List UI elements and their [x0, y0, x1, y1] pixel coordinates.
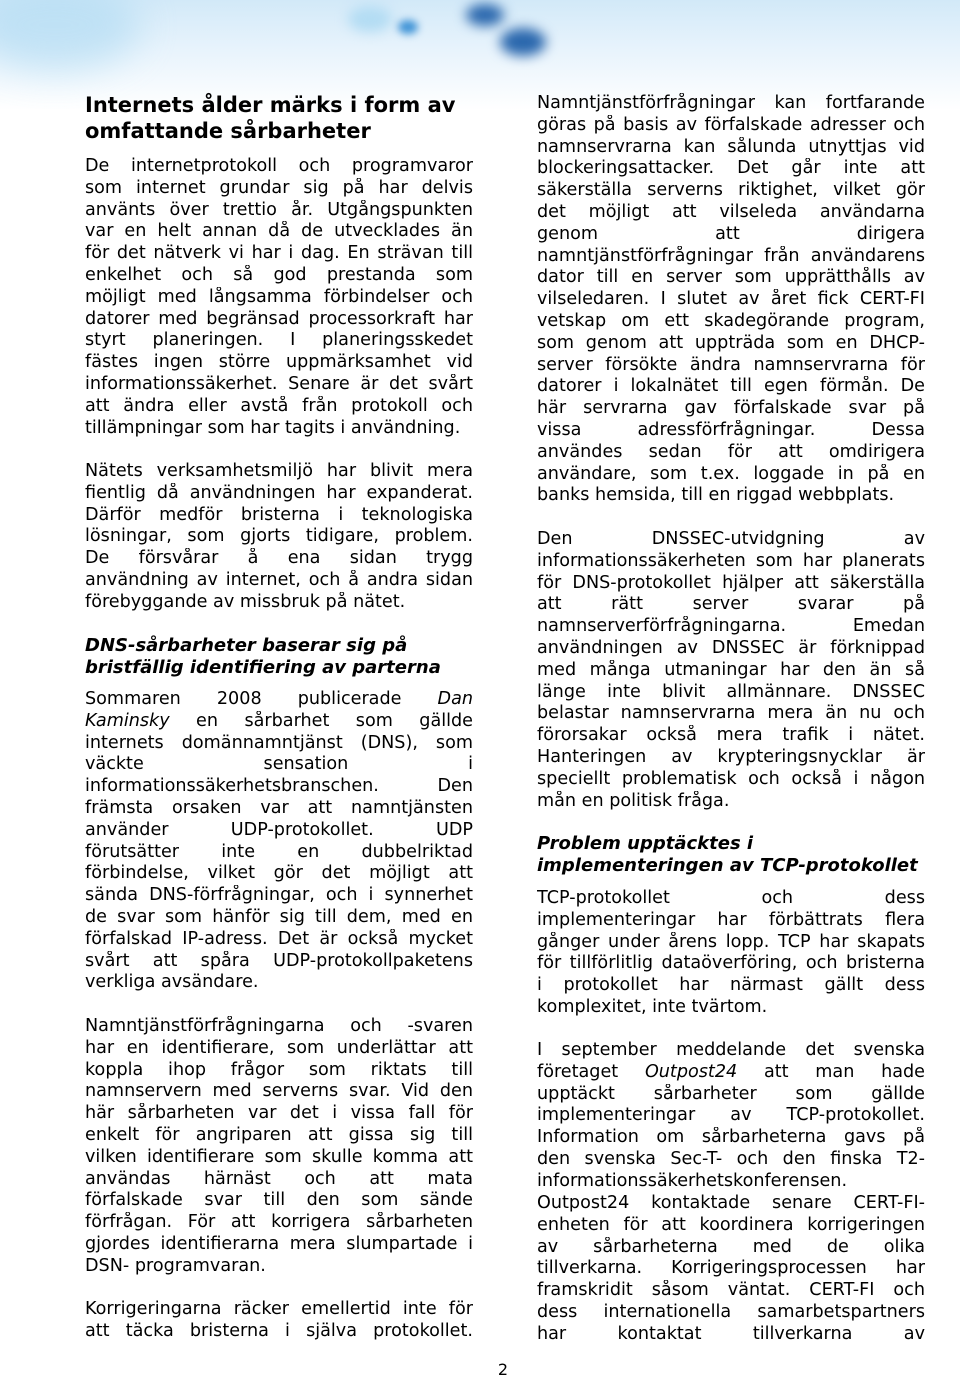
text-line — [85, 711, 473, 733]
text-line: informationssäkerhetskonferensen. — [537, 1170, 848, 1191]
text-line: Därför medför bristerna i teknologiska — [85, 504, 473, 525]
text-line: användning av internet, och å andra sidan — [85, 569, 473, 590]
paragraph — [537, 529, 925, 812]
text-line: var en helt annan då de utvecklades än — [85, 221, 473, 242]
text-line: TCP-protokollet och dess — [537, 888, 925, 908]
text-line: länge inte blivit allmännare. DNSSEC — [537, 681, 925, 702]
section-heading — [85, 92, 473, 144]
text-line: den svenska Sec-T- och den finska T2- — [537, 1148, 925, 1169]
text-line: genom att dirigera — [537, 223, 925, 244]
text-line — [537, 1062, 925, 1084]
text-line: implementeringar har förbättrats flera — [537, 909, 925, 930]
paragraph — [537, 1040, 925, 1193]
text-line: De internetprotokoll och programvaror — [85, 156, 473, 176]
text-line: Internets ålder märks i form av — [85, 93, 456, 117]
text-line: omfattande sårbarheter — [85, 119, 371, 143]
text-line: sända DNS-förfrågningar, och i synnerhet — [85, 885, 473, 906]
text-line: Namntjänstförfrågningar kan fortfarande — [537, 93, 925, 113]
text-line: förebyggande av missbruk på nätet. — [85, 591, 406, 612]
text-line: för DNS-protokollet hjälper att säkerställa — [537, 572, 925, 593]
text-line: I september meddelande det svenska — [537, 1040, 925, 1060]
paragraph — [85, 1299, 473, 1343]
text-line: namnserverförfrågningarna. Emedan — [537, 616, 925, 637]
text-line: tillverkarna. Korrigeringsprocessen har — [537, 1258, 925, 1279]
text-line: gånger under årens lopp. TCP har skapats — [537, 931, 925, 952]
text-line: implementeringen av TCP-protokollet — [537, 855, 918, 876]
text-line: använts över trettio år. Utgångspunkten — [85, 199, 473, 220]
text-line: informationssäkerhetsbranschen. Den — [85, 776, 473, 797]
section-heading — [85, 635, 473, 679]
text-line: vilseledaren. I slutet av året fick CERT-FI — [537, 289, 925, 310]
text-line: har en identifierare, som underlättar att — [85, 1037, 473, 1058]
paragraph — [85, 461, 473, 614]
text-line: har kontaktat tillverkarna av — [537, 1323, 925, 1344]
text-line: här servrarna gav förfalskade svar på — [537, 398, 925, 419]
text-line: Information om sårbarheterna gavs på — [537, 1127, 925, 1148]
left-column — [85, 0, 473, 1377]
text-line: enkelt för angriparen att gissa sig till — [85, 1124, 473, 1145]
text-line: fientlig då användningen har expanderat. — [85, 482, 473, 503]
text-line: mån en politisk fråga. — [537, 790, 730, 811]
text-line: bristfällig identifiering av parterna — [85, 657, 441, 678]
text-line: förfalskad IP-adress. Det är också mycket — [85, 928, 473, 949]
text-line: Hanteringen av krypteringsnycklar är — [537, 746, 925, 767]
text-line: Outpost24 kontaktade senare CERT-FI- — [537, 1193, 925, 1213]
text-line: DSN- programvaran. — [85, 1255, 266, 1276]
text-line: belastar namnservrarna mera än nu och — [537, 703, 925, 724]
paragraph — [85, 156, 473, 439]
text-line: svårt att spåra UDP-protokollpaketens — [85, 950, 473, 971]
text-line: vetskap om ett skadegörande program, — [537, 310, 925, 331]
text-line: namntjänstförfrågningar från användarens — [537, 245, 925, 266]
text-line: tillämpningar som har tagits i användning. — [85, 417, 461, 438]
text-line: implementeringar av TCP-protokollet. — [537, 1105, 925, 1126]
paragraph — [85, 1016, 473, 1278]
text-line: användas härnäst och att mata — [85, 1168, 473, 1189]
text-line: främsta orsaken var att namntjänsten — [85, 797, 473, 818]
text-line: dator till en server som upprätthålls av — [537, 267, 925, 288]
text-line: framskridit såsom väntat. CERT-FI och — [537, 1280, 925, 1301]
text-segment: en sårbarhet som gällde — [169, 710, 473, 731]
text-line: att täcka bristerna i själva protokollet. — [85, 1320, 473, 1341]
text-line: blockeringsattacker. Det går inte att — [537, 158, 925, 179]
text-line: säkerställa serverns riktighet, vilket gör — [537, 180, 925, 201]
text-line: användes sedan för att omdirigera — [537, 441, 925, 462]
text-line: datorer med begränsad processorkraft har — [85, 308, 473, 329]
text-line: internets domännamntjänst (DNS), som — [85, 732, 473, 753]
text-line: vissa adressförfrågningar. Dessa — [537, 419, 925, 440]
text-line: verkliga avsändare. — [85, 972, 259, 993]
paragraph — [537, 93, 925, 507]
text-line: förfrågan. För att korrigera sårbarheten — [85, 1212, 473, 1233]
paragraph — [537, 1193, 925, 1346]
text-line: datorer i lokalnätet till egen förmån. De — [537, 376, 925, 397]
text-line: förorsakar också mera trafik i nätet. — [537, 725, 925, 746]
text-line: informationssäkerheten som har planerats — [537, 550, 925, 571]
text-segment: företaget — [537, 1061, 645, 1082]
text-line: här sårbarheten var det i vissa fall för — [85, 1103, 473, 1124]
text-line: med många utmaningar har den än så — [537, 659, 925, 680]
text-line: användare, som t.ex. loggade in på en — [537, 463, 925, 484]
text-line: enheten för att koordinera korrigeringen — [537, 1214, 925, 1235]
text-line: använder UDP-protokollet. UDP — [85, 819, 473, 840]
text-line: DNS-sårbarheter baserar sig på — [85, 635, 408, 656]
text-line: De försvårar å ena sidan trygg — [85, 548, 473, 569]
right-column — [537, 0, 925, 1377]
text-line: väckte sensation i — [85, 754, 473, 775]
text-line: i protokollet har närmast gällt dess — [537, 975, 925, 996]
text-line: informationssäkerhet. Senare är det svårt — [85, 373, 473, 394]
text-line: gjordes identifierarna mera slumpartade i — [85, 1233, 473, 1254]
text-line: styrt planeringen. I planeringsskedet — [85, 330, 473, 351]
text-segment: Sommaren 2008 publicerade — [85, 689, 438, 709]
text-line: för det nätverk vi har i dag. En strävan till — [85, 243, 473, 264]
text-line: Den DNSSEC-utvidgning av — [537, 529, 925, 549]
text-line: som genom att uppträda som en DHCP- — [537, 332, 925, 353]
text-line: speciellt problematisk och också i någon — [537, 768, 925, 789]
section-heading — [537, 833, 925, 877]
text-line: att rätt server svarar på — [537, 594, 925, 615]
paragraph — [537, 888, 925, 1019]
text-line: Nätets verksamhetsmiljö har blivit mera — [85, 461, 473, 481]
text-line: namnservrarna kan sålunda utnyttjas vid — [537, 136, 925, 157]
text-segment: att man hade — [737, 1061, 925, 1082]
text-line — [85, 689, 473, 711]
text-line: komplexitet, inte tvärtom. — [537, 996, 768, 1017]
text-line: Namntjänstförfrågningarna och -svaren — [85, 1016, 473, 1036]
text-line: enkelhet och så god prestanda som — [85, 264, 473, 285]
text-line: Problem upptäcktes i — [537, 833, 754, 854]
text-line: Korrigeringarna räcker emellertid inte för — [85, 1299, 473, 1319]
text-line: för tillförlitlig dataöverföring, och bristerna — [537, 953, 925, 974]
text-line: göras på basis av förfalskade adresser och — [537, 114, 925, 135]
italic-term: Kaminsky — [85, 710, 170, 731]
text-line: förbindelse, vilket gör det möjligt att — [85, 863, 473, 884]
text-line: koppla ihop frågor som riktats till — [85, 1059, 473, 1080]
text-line: upptäckt sårbarheter som gällde — [537, 1083, 925, 1104]
italic-term: Outpost24 — [644, 1061, 738, 1082]
text-line: förutsätter inte en dubbelriktad — [85, 841, 473, 862]
page-number: 2 — [497, 1360, 509, 1379]
text-line: namnservern med serverns svar. Vid den — [85, 1081, 473, 1102]
text-line: det möjligt att vilseleda användarna — [537, 201, 925, 222]
text-line: de svar som hänför sig till dem, med en — [85, 906, 473, 927]
text-line: användningen av DNSSEC är förknippad — [537, 637, 925, 658]
text-line: dess internationella samarbetspartners — [537, 1301, 925, 1322]
text-line: banks hemsida, till en riggad webbplats. — [537, 485, 895, 506]
text-line: server försökte ändra namnservrarna för — [537, 354, 925, 375]
text-line: som internet grundar sig på har delvis — [85, 177, 473, 198]
text-line: av sårbarheterna med de olika — [537, 1236, 925, 1257]
text-line: fästes ingen större uppmärksamhet vid — [85, 352, 473, 373]
text-line: att ändra eller avstå från protokoll och — [85, 395, 473, 416]
paragraph — [85, 689, 473, 994]
italic-term: Dan — [437, 689, 473, 709]
text-line: vilken identifierare som skulle komma att — [85, 1146, 473, 1167]
text-line: förfalskade svar till den som sände — [85, 1190, 473, 1211]
text-line: lösningar, som gjorts tidigare, problem. — [85, 526, 473, 547]
text-line: möjligt med långsamma förbindelser och — [85, 286, 473, 307]
